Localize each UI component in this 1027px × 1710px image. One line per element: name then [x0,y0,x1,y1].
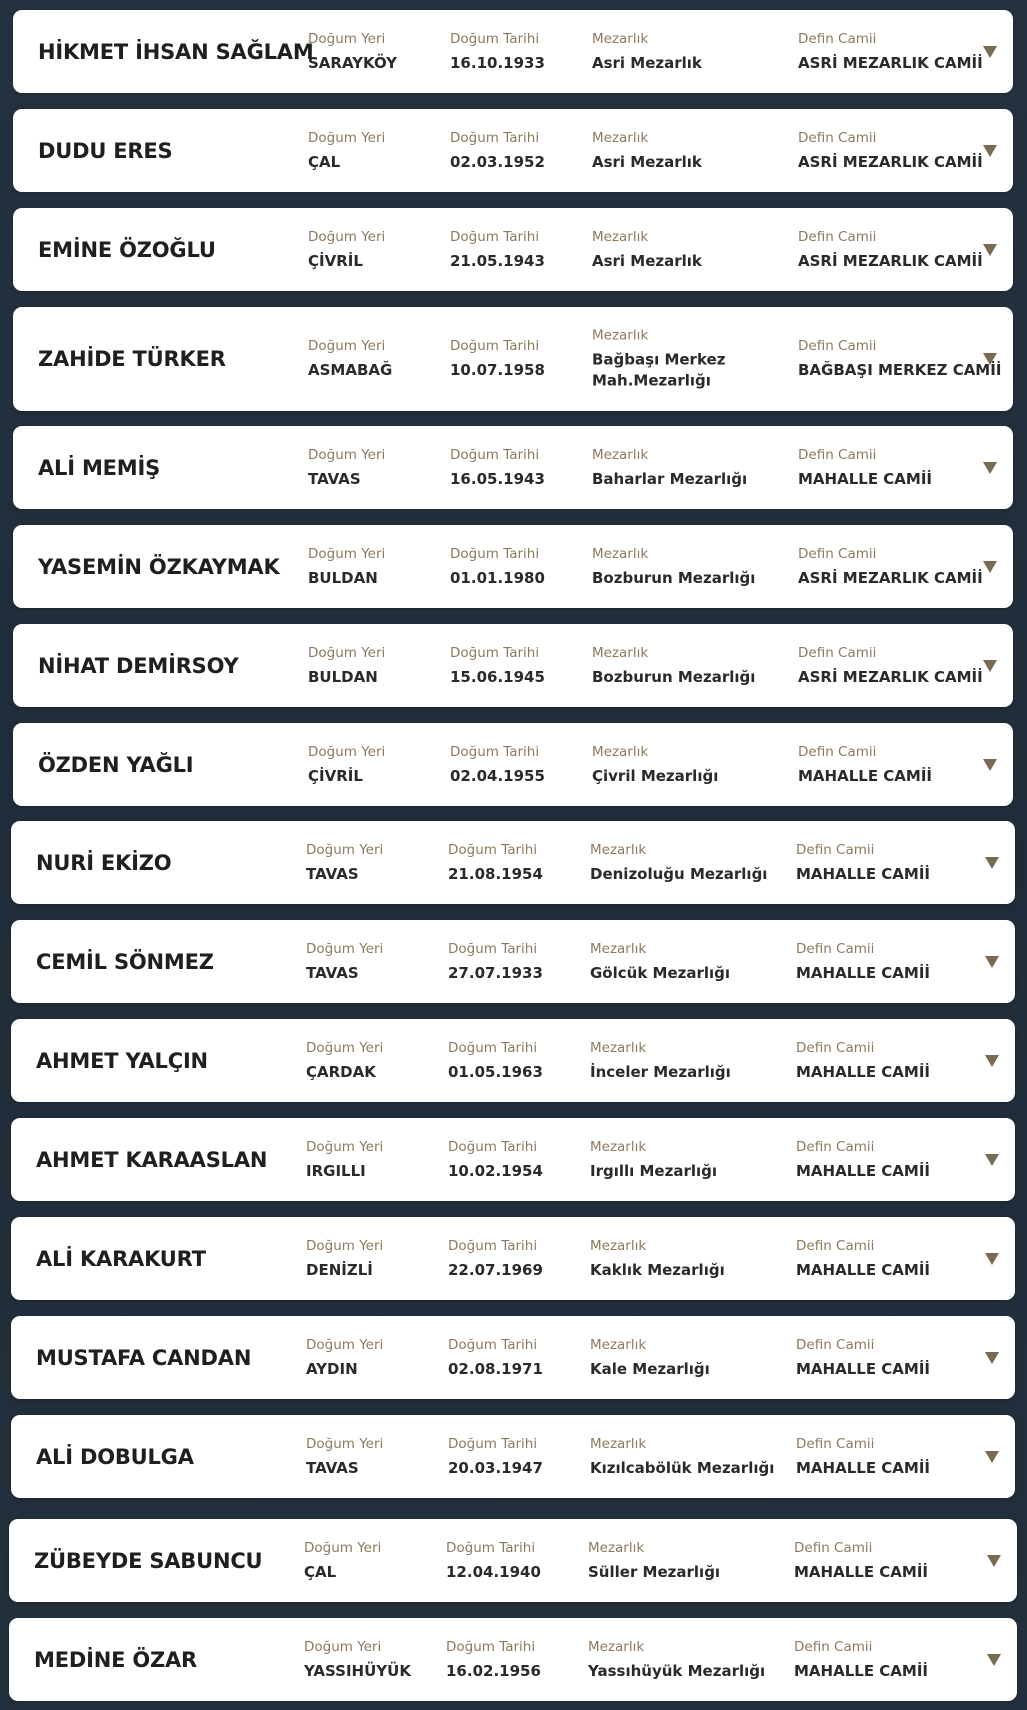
cemetery-field [590,1435,780,1479]
birth-place-field [308,337,392,381]
birth-date-field [448,1138,543,1182]
mosque-label: Defin Camii [798,545,877,562]
mosque-value: MAHALLE CAMİİ [796,1359,930,1378]
birth-date-value: 15.06.1945 [450,667,545,686]
expand-chevron-icon[interactable] [983,46,997,58]
birth-date-label: Doğum Tarihi [450,446,540,463]
record-card[interactable] [11,1217,1015,1300]
birth-place-field [306,841,383,885]
expand-chevron-icon[interactable] [983,353,997,365]
birth-place-value: TAVAS [306,864,359,883]
mosque-label: Defin Camii [798,743,877,760]
cemetery-field [592,644,782,688]
birth-date-label: Doğum Tarihi [448,1336,538,1353]
expand-chevron-icon[interactable] [985,1352,999,1364]
expand-chevron-icon[interactable] [987,1654,1001,1666]
expand-chevron-icon[interactable] [985,1154,999,1166]
record-card[interactable] [9,1519,1017,1602]
cemetery-label: Mezarlık [592,129,649,146]
mosque-value: ASRİ MEZARLIK CAMİİ [798,568,983,587]
birth-place-label: Doğum Yeri [308,338,386,354]
mosque-label: Defin Camii [796,940,875,957]
birth-date-label: Doğum Tarihi [448,1039,538,1056]
cemetery-label: Mezarlık [590,1138,647,1155]
cemetery-field [590,1336,780,1380]
birth-place-field [308,30,397,74]
birth-place-value: YASSIHÜYÜK [304,1661,411,1680]
cemetery-label: Mezarlık [592,228,649,245]
cemetery-field [592,327,782,392]
cemetery-field [590,1138,780,1182]
cemetery-value: Süller Mezarlığı [588,1562,721,1581]
birth-date-field [450,228,545,272]
birth-date-field [448,1039,543,1083]
mosque-field [798,545,983,589]
mosque-label: Defin Camii [796,1237,875,1254]
deceased-name: ZÜBEYDE SABUNCU [34,1548,263,1573]
birth-place-label: Doğum Yeri [306,1336,384,1353]
mosque-value: ASRİ MEZARLIK CAMİİ [798,251,983,270]
record-card[interactable] [13,10,1013,93]
cemetery-value: Bağbaşı Merkez Mah.Mezarlığı [592,350,726,390]
mosque-label: Defin Camii [798,228,877,245]
birth-date-field [450,446,545,490]
expand-chevron-icon[interactable] [983,145,997,157]
mosque-value: MAHALLE CAMİİ [796,1161,930,1180]
birth-place-label: Doğum Yeri [308,446,386,463]
birth-place-label: Doğum Yeri [306,841,384,858]
birth-place-value: TAVAS [306,1458,359,1477]
expand-chevron-icon[interactable] [983,759,997,771]
birth-date-value: 21.05.1943 [450,251,545,270]
birth-place-label: Doğum Yeri [308,644,386,661]
cemetery-field [590,1039,780,1083]
record-card[interactable] [13,426,1013,509]
cemetery-field [590,1237,780,1281]
birth-place-field [306,940,383,984]
mosque-label: Defin Camii [796,1336,875,1353]
cemetery-value: Kale Mezarlığı [590,1359,710,1378]
mosque-value: ASRİ MEZARLIK CAMİİ [798,667,983,686]
cemetery-label: Mezarlık [592,30,649,47]
birth-date-label: Doğum Tarihi [448,1138,538,1155]
deceased-name: EMİNE ÖZOĞLU [38,237,216,262]
birth-date-field [450,337,545,381]
birth-date-value: 22.07.1969 [448,1260,543,1279]
record-card[interactable] [9,1618,1017,1701]
birth-place-value: SARAYKÖY [308,53,398,72]
cemetery-value: Asri Mezarlık [592,152,702,171]
mosque-field [796,1237,930,1281]
birth-place-value: AYDIN [306,1359,358,1378]
cemetery-label: Mezarlık [590,1237,647,1254]
record-card[interactable] [13,624,1013,707]
cemetery-value: Gölcük Mezarlığı [590,963,731,982]
birth-place-value: ÇAL [308,152,341,171]
birth-place-field [308,129,385,173]
mosque-field [794,1539,928,1583]
record-card[interactable] [13,307,1013,411]
expand-chevron-icon[interactable] [983,660,997,672]
deceased-name: ALİ MEMİŞ [38,455,161,480]
birth-place-field [308,743,385,787]
cemetery-label: Mezarlık [588,1638,645,1655]
mosque-field [798,129,983,173]
cemetery-value: Bozburun Mezarlığı [592,568,756,587]
deceased-name: MEDİNE ÖZAR [34,1647,198,1672]
birth-date-value: 16.02.1956 [446,1661,541,1680]
cemetery-label: Mezarlık [588,1539,645,1556]
cemetery-field [588,1638,778,1682]
mosque-value: MAHALLE CAMİİ [796,1260,930,1279]
deceased-name: NURİ EKİZO [36,850,172,875]
record-card[interactable] [13,208,1013,291]
birth-date-label: Doğum Tarihi [450,545,540,562]
birth-place-label: Doğum Yeri [306,1039,384,1056]
mosque-field [798,743,932,787]
cemetery-label: Mezarlık [592,743,649,760]
birth-place-value: BULDAN [308,667,378,686]
birth-date-value: 16.10.1933 [450,53,545,72]
cemetery-value: Yassıhüyük Mezarlığı [588,1661,766,1680]
birth-place-value: TAVAS [308,469,361,488]
birth-date-field [448,940,543,984]
cemetery-field [590,940,780,984]
birth-place-label: Doğum Yeri [306,1435,384,1452]
birth-date-value: 21.08.1954 [448,864,543,883]
birth-place-field [308,545,385,589]
birth-date-field [450,743,545,787]
mosque-label: Defin Camii [796,1435,875,1452]
birth-date-label: Doğum Tarihi [450,743,540,760]
deceased-name: ZAHİDE TÜRKER [38,347,226,371]
expand-chevron-icon[interactable] [985,1055,999,1067]
mosque-field [794,1638,928,1682]
birth-date-value: 20.03.1947 [448,1458,543,1477]
cemetery-value: Baharlar Mezarlığı [592,469,748,488]
expand-chevron-icon[interactable] [987,1555,1001,1567]
birth-date-field [448,1336,543,1380]
birth-date-value: 10.07.1958 [450,361,545,379]
birth-date-label: Doğum Tarihi [448,940,538,957]
birth-date-value: 02.04.1955 [450,766,545,785]
expand-chevron-icon[interactable] [983,244,997,256]
birth-place-value: ÇİVRİL [308,766,363,785]
expand-chevron-icon[interactable] [985,1253,999,1265]
deceased-name: AHMET YALÇIN [36,1048,208,1073]
birth-place-field [304,1638,411,1682]
record-card[interactable] [11,1316,1015,1399]
birth-date-label: Doğum Tarihi [450,129,540,146]
birth-date-field [446,1539,541,1583]
cemetery-field [592,228,782,272]
mosque-label: Defin Camii [798,644,877,661]
deceased-name: ALİ DOBULGA [36,1444,194,1469]
mosque-label: Defin Camii [796,841,875,858]
birth-date-value: 02.03.1952 [450,152,545,171]
mosque-value: MAHALLE CAMİİ [794,1562,928,1581]
mosque-label: Defin Camii [798,446,877,463]
cemetery-label: Mezarlık [590,940,647,957]
birth-place-label: Doğum Yeri [306,1138,384,1155]
mosque-field [796,1039,930,1083]
deceased-name: CEMİL SÖNMEZ [36,949,214,974]
record-card[interactable] [13,723,1013,806]
record-card[interactable] [11,920,1015,1003]
birth-date-label: Doğum Tarihi [446,1638,536,1655]
birth-date-value: 01.05.1963 [448,1062,543,1081]
expand-chevron-icon[interactable] [983,561,997,573]
mosque-value: ASRİ MEZARLIK CAMİİ [798,53,983,72]
birth-date-field [448,1435,543,1479]
cemetery-value: Denizoluğu Mezarlığı [590,864,768,883]
cemetery-field [592,743,782,787]
expand-chevron-icon[interactable] [985,857,999,869]
birth-place-value: ÇARDAK [306,1062,376,1081]
record-card[interactable] [11,1415,1015,1498]
birth-date-label: Doğum Tarihi [448,1435,538,1452]
cemetery-value: İnceler Mezarlığı [590,1062,731,1081]
birth-place-field [304,1539,381,1583]
record-card[interactable] [13,109,1013,192]
cemetery-value: Irgıllı Mezarlığı [590,1161,718,1180]
birth-date-value: 16.05.1943 [450,469,545,488]
mosque-label: Defin Camii [798,338,877,354]
birth-place-field [306,1039,383,1083]
birth-place-label: Doğum Yeri [306,940,384,957]
cemetery-label: Mezarlık [590,841,647,858]
mosque-value: MAHALLE CAMİİ [796,1062,930,1081]
mosque-label: Defin Camii [796,1138,875,1155]
cemetery-label: Mezarlık [592,545,649,562]
cemetery-label: Mezarlık [592,446,649,463]
birth-date-label: Doğum Tarihi [448,841,538,858]
birth-date-value: 02.08.1971 [448,1359,543,1378]
cemetery-label: Mezarlık [590,1336,647,1353]
cemetery-value: Asri Mezarlık [592,53,702,72]
record-card[interactable] [11,1019,1015,1102]
mosque-field [796,841,930,885]
mosque-field [798,30,983,74]
cemetery-label: Mezarlık [592,644,649,661]
cemetery-field [592,446,782,490]
expand-chevron-icon[interactable] [983,462,997,474]
birth-date-field [450,644,545,688]
birth-place-field [306,1336,383,1380]
cemetery-field [588,1539,778,1583]
mosque-field [796,940,930,984]
mosque-value: MAHALLE CAMİİ [794,1661,928,1680]
cemetery-value: Çivril Mezarlığı [592,766,719,785]
mosque-field [798,228,983,272]
birth-place-value: TAVAS [306,963,359,982]
birth-date-value: 27.07.1933 [448,963,543,982]
record-card[interactable] [11,821,1015,904]
mosque-label: Defin Camii [794,1539,873,1556]
cemetery-value: Kızılcabölük Mezarlığı [590,1458,775,1477]
mosque-field [798,446,932,490]
birth-place-value: ASMABAĞ [308,361,393,379]
birth-date-field [450,129,545,173]
deceased-name: AHMET KARAASLAN [36,1147,268,1172]
birth-place-value: ÇİVRİL [308,251,363,270]
mosque-value: MAHALLE CAMİİ [798,469,932,488]
mosque-value: MAHALLE CAMİİ [798,766,932,785]
birth-date-label: Doğum Tarihi [446,1539,536,1556]
birth-date-field [446,1638,541,1682]
record-card[interactable] [13,525,1013,608]
birth-place-label: Doğum Yeri [308,228,386,245]
cemetery-field [592,30,782,74]
mosque-field [796,1336,930,1380]
birth-place-label: Doğum Yeri [308,545,386,562]
deceased-name: YASEMİN ÖZKAYMAK [38,554,280,579]
birth-place-field [308,446,385,490]
cemetery-field [592,129,782,173]
birth-date-label: Doğum Tarihi [448,1237,538,1254]
birth-place-value: BULDAN [308,568,378,587]
deceased-name: DUDU ERES [38,138,173,163]
birth-place-field [306,1237,383,1281]
cemetery-value: Bozburun Mezarlığı [592,667,756,686]
birth-date-field [448,841,543,885]
cemetery-field [592,545,782,589]
cemetery-label: Mezarlık [592,327,649,344]
mosque-label: Defin Camii [796,1039,875,1056]
deceased-name: ALİ KARAKURT [36,1246,206,1271]
mosque-field [796,1435,930,1479]
mosque-value: MAHALLE CAMİİ [796,1458,930,1477]
deceased-name: MUSTAFA CANDAN [36,1345,252,1370]
birth-date-label: Doğum Tarihi [450,644,540,661]
birth-place-label: Doğum Yeri [308,30,386,47]
expand-chevron-icon[interactable] [985,956,999,968]
mosque-field [798,337,1001,381]
birth-date-value: 01.01.1980 [450,568,545,587]
birth-place-label: Doğum Yeri [304,1539,382,1556]
expand-chevron-icon[interactable] [985,1451,999,1463]
birth-date-field [450,30,545,74]
birth-place-label: Doğum Yeri [308,129,386,146]
birth-place-value: IRGILLI [306,1161,366,1180]
birth-place-label: Doğum Yeri [306,1237,384,1254]
birth-date-value: 10.02.1954 [448,1161,543,1180]
deceased-name: NİHAT DEMİRSOY [38,653,239,678]
birth-place-label: Doğum Yeri [308,743,386,760]
birth-place-field [306,1138,383,1182]
mosque-value: MAHALLE CAMİİ [796,864,930,883]
mosque-value: BAĞBAŞI MERKEZ CAMİİ [798,361,1002,379]
mosque-label: Defin Camii [798,30,877,47]
birth-date-value: 12.04.1940 [446,1562,541,1581]
mosque-label: Defin Camii [794,1638,873,1655]
cemetery-label: Mezarlık [590,1435,647,1452]
deceased-name: ÖZDEN YAĞLI [38,752,194,777]
birth-place-value: ÇAL [304,1562,337,1581]
birth-date-label: Doğum Tarihi [450,228,540,245]
birth-place-field [308,228,385,272]
birth-place-label: Doğum Yeri [304,1638,382,1655]
birth-place-value: DENİZLİ [306,1260,373,1279]
birth-date-label: Doğum Tarihi [450,30,540,47]
birth-date-label: Doğum Tarihi [450,338,540,354]
record-card[interactable] [11,1118,1015,1201]
cemetery-field [590,841,780,885]
deceased-name: HİKMET İHSAN SAĞLAM [38,39,314,64]
birth-date-field [448,1237,543,1281]
mosque-value: ASRİ MEZARLIK CAMİİ [798,152,983,171]
birth-place-field [308,644,385,688]
mosque-label: Defin Camii [798,129,877,146]
birth-date-field [450,545,545,589]
cemetery-label: Mezarlık [590,1039,647,1056]
mosque-field [798,644,983,688]
cemetery-value: Asri Mezarlık [592,251,702,270]
mosque-field [796,1138,930,1182]
cemetery-value: Kaklık Mezarlığı [590,1260,725,1279]
birth-place-field [306,1435,383,1479]
mosque-value: MAHALLE CAMİİ [796,963,930,982]
